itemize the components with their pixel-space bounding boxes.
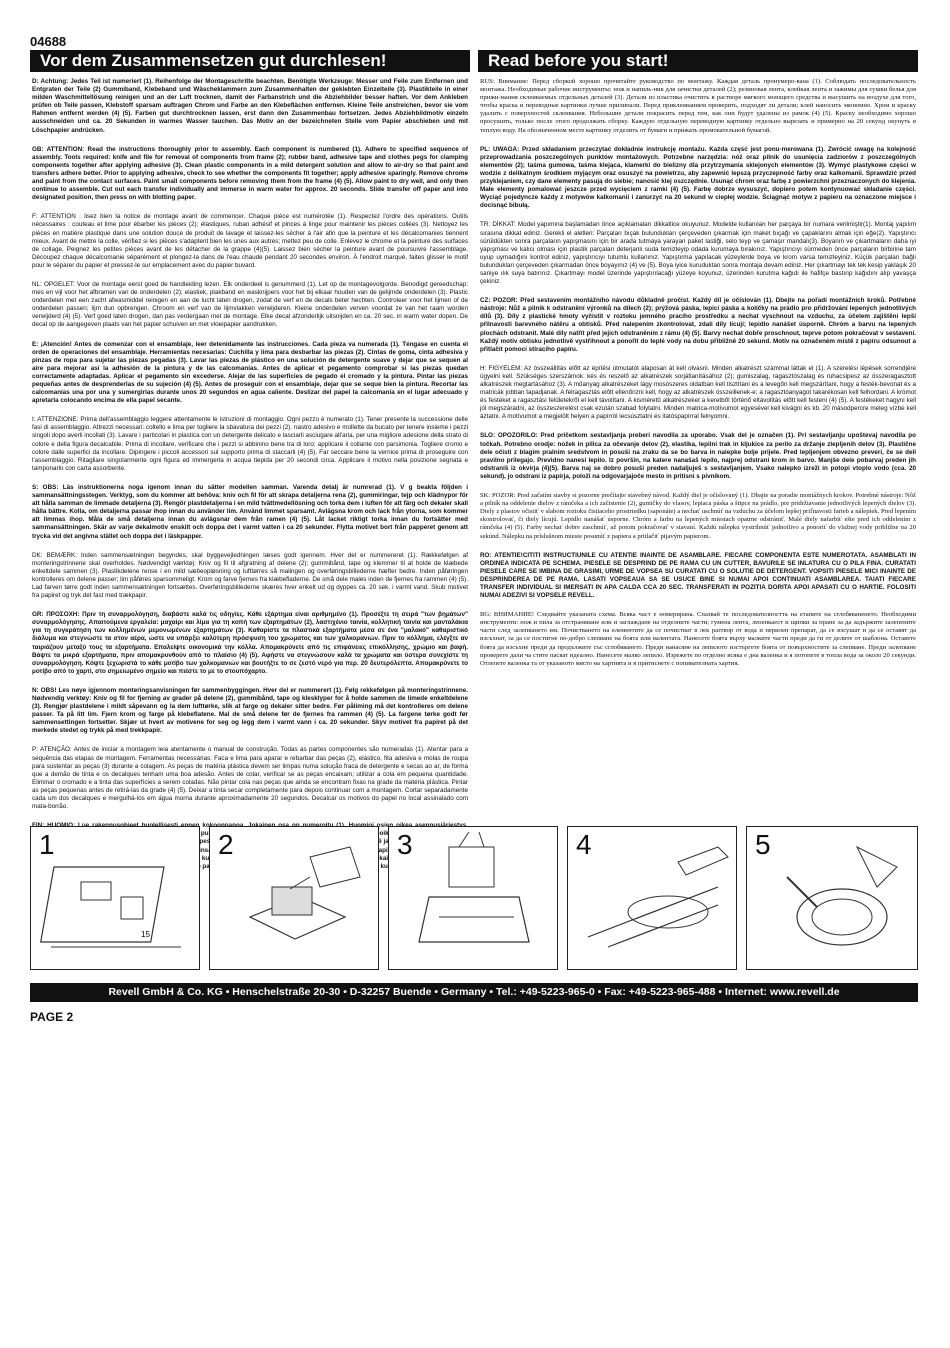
step-2-illustration bbox=[210, 827, 379, 970]
step-1-illustration bbox=[31, 827, 200, 970]
footer-bar: Revell GmbH & Co. KG • Henschelstraße 20-30 • D-32257 Buende • Germany • Tel.: +49-5223-965-0 • Fax: +49-5223-965-488 • Internet: www.revell.de bbox=[30, 983, 918, 1002]
left-column-paragraph: GR: ΠΡΟΣΟΧΗ: Πριν τη συναρμολόγηση, διαβάστε καλά τις οδηγίες. Κάθε εξάρτημα είναι αριθμημένο (1). Προσέξτε τη σειρά "των βημάτων" συναρμολόγησης. Απαιτούμενα εργαλεία: μαχαίρι και λίμα για τη κοπή των εξαρτημάτων (2), λαστιχένιο ταινία, κολλητική ταινία και μανταλάκια για τη συγκράτηση των κολλημένων μεμονωμένων εξαρτημάτων (3). Καθαρίστε τα πλαστικά εξαρτήματα μέσα σε ένα "μαλακό" καθαριστικό διάλυμα και στεγνώστε τα στον αέρα, ώστε να υπάρξει καλύτερη πρόσφυση του χρώματος και των χαλκομανιών. Πριν το κόλλημα, ελέγξτε αν ταιριάζουν μεταξύ τους τα εξαρτήματα. Επαλείψτε οικονομικά την κόλλα. Απομακρύνετε από τις επιφάνειες επικόλλησης, χρώμιο και βαφή. Βάψτε τα μικρά εξαρτήματα, πριν απομακρυνθούν από το πλαίσιο (4) (5). Αφήστε να στεγνώσουν καλά τα χρώματα και ύστερα συνεχίστε τη συναρμολόγηση. Κόψτε ξεχωριστά το κάθε μοτίβο των χαλκομανιών και βουτήξτε το σε ζεστό νερό για περ. 20 δευτερόλεπτα. Απομακρύνετε το μοτίβο από το χαρτί, στο σημειωμένο σημείο και πιέστε το με το στουπόχαρτο. bbox=[32, 611, 468, 675]
right-column-paragraph: H: FIGYELEM: Az összeállítás előtt az építési útmutatót alaposan át kell olvasni. Minden alkatrészt számmal láttak el (1). A szerelési lépések sorrendjére ügyelni kell. Szükséges szerszámok: kés és reszelő az alkatrészek sorjátlanításához (2); gumiszalag, ragasztószalag és ruhacsipesz az összeragasztott alkatrészek megtartásához (3). A műanyag alkatrészeket lágy mosószeres oldatban kell tisztítani és a levegőn kell megszárítani, hogy a festék-bevonat és a matricák jobban tapadjanak. A felragasztás előtt ellenőrizni kell, hogy az alkatrészek összeillenek-e; a ragasztóanyagot takarékosan kell felhordani. A krómot és festéket a ragasztási felületekről el kell távolítani. A kisméretű alkatrészeket a keretből történő eltávolítás előtt kell festeni (4) (5). A festékeket hagyni kell jól megszáradni, az összeszerelést csak ezután szabad folytatni. Minden matrica-motívumot egyesével kell kivágni és kb. 20 másodpercre meleg vízbe kell áztatni. A motívumot a megjelölt helyen a papírról lecsúsztatni és itatóspapírral felnyomni. bbox=[480, 364, 916, 421]
instruction-steps bbox=[30, 826, 918, 970]
left-column-paragraph: E: ¡Atención! Antes de comenzar con el ensamblaje, leer detenidamente las instrucciones. Cada pieza va numerada (1). Téngase en cuenta el orden de operaciones del ensamblaje. Herramientas necesarias: Cuchilla y lima para desbarbar las piezas (2). Cintas de goma, cinta adhesiva y pinzas de ropa para sujetar las piezas pegadas (3). Lavar las piezas de plástico en una solución de detergente suave y dejar que se sequen al aire para mejorar así la adhesión de la pintura y de las calcomanías. Antes de aplicar el pegamento comprobar si las piezas quedan correctamente adaptadas. Aplicar el pegamento sin excederse. Alejar de las superficies de pegado el cromado y la pintura. Pintar las piezas pequeñas antes de desprenderlas de su sujeción (4) (5). Antes de proseguir con el ensamblaje, dejar que se seque bien la pintura. Recortar las calcomanías una por una y sumergirlas durante unos 20 segundos en agua caliente. Deslizar del papel la calcomanía en el lugar adecuado y apretarla colocando encima de ella papel secante. bbox=[32, 340, 468, 405]
step-5-number: 5 bbox=[755, 829, 771, 860]
left-column-paragraph: S: OBS: Läs instruktionerna noga igenom innan du sätter modellen samman. Varenda detalj är numrerad (1). V g beakta följden i sammansättningsstegen. Verktyg, som du kommer att behöva: kniv och fil för att skrapa detaljerna rena (2), gummiringar, tejp och klädnypor för att hålla samman de limmade detaljerna (3). Rengör plastdetaljerna i en mild tvättmedellösning och torka dem i luften för att färg och dekaler skall hålla bättre. Kolla, om detaljerna passar ihop innan du använder lim. Använd limmet sparsamt. Avlägsna krom och lack från ytorna, som kommer att limmas ihop. Måla de små detaljerna innan du avlägsnar dem från ramen (4) (5). Låt lacket riktigt torka innan du fortsätter med sammansättningen. Skär av varje dekalmotiv enskilt och doppa det i varmt vatten i ca 20 sekunder. Flytta motivet bort från papperet genom att trycka vid det angivna stället och doppa det i läskpapper. bbox=[32, 483, 468, 540]
page-number: PAGE 2 bbox=[30, 1010, 74, 1024]
right-column-paragraph: CZ: POZOR: Před sestavením montážního návodu důkladně pročíst. Každý díl je očíslován (1). Dbejte na pořadí montážních kroků. Potřebné nástroje: Nůž a pilník k odstranění výronků na dílech (2); prýžová páska, lepicí páska a kolíčky na prádlo pro přidržování lepených jednotlivých dílů (3). Díly z plastické hmoty vyčistit v roztoku jemného pracího prostředku a nechat vyschnout na vzduchu, za účelem zajištění lepší přilnavosti barevného nátěru a obtisků. Před nalepením zkontrolovat, zdali díly lícují; lepidlo nanášet úsporně. Chróm a barvu na lepených plochách odstranit. Malé díly natřít před jejich odstraněním z rámu (4) (5). Barvy nechat dobře proschnout, teprve potom pokračovat v sestavení. Každý motiv obtisku jednotlivě vystřihnout a ponořit do teplé vody na dobu přibližně 20 sekund. Motiv na označeném místě z papíru odsunout a přitlačit pomocí stíracího papíru. bbox=[480, 297, 916, 353]
step-3-panel bbox=[388, 826, 558, 970]
step-3-number: 3 bbox=[397, 829, 413, 860]
left-column-paragraph: DK: BEMÆRK: Inden sammensætningen begyndes, skal byggevejledningen læses godt igennem. Hver del er nummereret (1). Rækkefølgen af monteringstrinnene skal overholdes. Nødvendigt værktøj: Kniv og fil til afgratning af delene (2); gummibånd, tape og klemmer til at holde de klæbede enkeltdele sammen (3). Plastikdelene rense i en mild sæbeopløsning og lufttørres så malingen og overføringsbillederne hæfter bedre. Inden påføringen kontrolleres om delene passer; lim påføres sparsommeligt. Krom og farve fjernes fra klæbefladerne. De små dele males inden de fjernes fra rammen (4) (5). Lad farven tørre godt inden sammensætningen fortsættes. Overføringsbillederne skæres hver enkelt ud og dyppes ca. 20 sek. i varmt vand. Skub motivet fra papiret og tryk det fast med trækpapir. bbox=[32, 551, 468, 600]
step-2-panel bbox=[209, 826, 379, 970]
step-4-number: 4 bbox=[576, 829, 592, 860]
right-column-paragraph: SLO: OPOZORILO: Pred pričetkom sestavljanja preberi navodila za uporabo. Vsak del je označen (1). Pri sestavljanju upoštevaj navodila po točkah. Potrebno orodje: nožek in pilica za očevanje delov (2), elastika, lepilni trak in kljukice za perilo za držanje zlepljenih delov (3). Plastične dele očisti z blagim pralnim sredstvom in posuši na zraku da se bo barva in nalepke bolje prijele. Pred lepljenjem obvezno preveri, če se deli pravilno prilegajo. Previdno nanesi lepilo. Iz površin, na katere nanašaš lepilo, najprej odstrani krom in barvo. Manjše dele pobarvaj preden jih odstraniš iz okvirja (4)(5). Barva naj se dobro posuši preden nadaljuješ s sestavljanjem. Vsako nalepko izreži in potopi vtoplo vodo (cca. 20 sekund), jo odstrani iz papirja, položi na odgovarjajoče mesto in pritisni s pivnikom. bbox=[480, 432, 916, 480]
right-column-paragraph: RO: ATENTIE!CITITI INSTRUCTIUNILE CU ATENTIE INAINTE DE ASAMBLARE. FIECARE COMPONENTA ESTE NUMEROTATA. ASAMBLATI IN ORDINEA INDICATA PE SCHEMA. PIESELE SE DESPRIND DE PE RAMA CU UN CUTTER, BAVURILE SE INLATURA CU O PILA FINA. CURATATI PIESELE CARE SE IMBINA DE GRASIMI, URME DE VOPSEA SU CURATATI CU O SOLUTIE DE DETERGENT. VOPSITI PIESELE MICI INAINTE DE DESPRINDEREA DE PE RAMA. LASATI VOPSEAUA SA SE USUCE BINE SI NUMAI APOI CONTINUATI ASAMBLAREA. TAIATI FIECARE TRANSFER INDIVIDUAL SI IMERSATI IN APA CALDA CCA 20 SEC. TRANSFERATI IN POZITIA DORITA APOI APASATI CU O HARTIE. FOLOSITI NUMAI ADEZIVI SI VOPSELE REVELL. bbox=[480, 551, 916, 600]
left-column-paragraph: N: OBS! Les nøye igjennom monteringsanvisningen før sammenbyggingen. Hver del er nummerert (1). Følg rekkefølgen på monteringstrinnene. Nødvendig verktøy: Kniv og fil for fjerning av grader på delene (2), gummibånd, tape og klesklyper for å holde sammen de limede enkeltdelene (3). Rengjør plastdelene i mildt såpevann og la dem lufttørke, slik at farge og dekaler sitter bedre. Før påliming må det kontrolleres om delene passer. Ta på litt lim. Fjern krom og farge på klebeflatene. Mal de små delene før de fjernes fra rammen (4) (5). La fargene tørke godt før sammensettingen fortsetter. Skjær ut hvert av motivene for seg og legg dem i varmt vann i ca. 20 sekunder. Skyv motivet fra papiret på det merkede stedet og trykk på med trekkpapir. bbox=[32, 686, 468, 735]
svg-text:15: 15 bbox=[141, 930, 150, 939]
left-column-paragraph: osien ja jokainen bbox=[373, 822, 400, 862]
left-column-paragraph: GB: ATTENTION: Read the instructions thoroughly prior to assembly. Each component is numbered (1). Adhere to specified sequence of assembly. Tools required: knife and file for removal of components from frame (2); rubber band, adhesive tape and clothes pegs for clamping components together after applying adhesive (3). Clean plastic components in a mild detergent solution and allow to air-dry so that paint and transfers adhere better. Prior to applying adhesive, check to see whether the components fit together; apply adhesive sparingly. Remove chrome and paint from the contact surfaces. Paint small components before removing them from the frame (4) (5). Allow paint to dry well, and only then continue to assemble. Cut out each transfer individually and immerse in warm water for approx. 20 seconds. Slide transfer off paper and into designated position, then press on with blotting paper. bbox=[32, 145, 468, 202]
step-4-panel bbox=[567, 826, 737, 970]
right-column-paragraph: RUS: Внимание: Перед сборкой хорошо прочитайте руководство по монтажу. Каждая деталь пронумеро-вана (1). Соблюдать последовательность монтажа. Необходимые рабочие инструменты: нож и напиль-ник для зачистки деталей (2); резиновая лента, клейкая лента и зажимы для сушки белья для прижи-мания склеиваемых отдельных деталей (3). Детали из пластика очистить в растворе мягкого моющего средства и высушить на воздухе для того, чтобы краска и переводные картинки лучше прилипали. Перед приклеиванием проверить, подходят ли детали; клей наносить экономно. Хром и краску удалить с поверхностей склеивания. Небольшие детали покрасить перед тем, как они будут удалены из рамок (4) (5). Краску необходимо хорошо просушить, только после этого продолжать сборку. Каждую отдельную переводную картинку отдельно вырезать и примерно на 20 секунд окунуть в теплую воду. На обозначенном месте картинку отделить от бумаги и прижать промокательной бумагой. bbox=[480, 78, 916, 134]
right-column-paragraph: SK: POZOR: Pred začatím stavby si pozorne prečítajte stavebný návod. Každý diel je očíslovaný (1). Dbajte na poradie montážnych krokov. Potrebné nástroje: Nôž a pilník na oddelenie dielov z rámčeka a ich začistenie (2), gumičky do vlasov, lepiaca páska a štipce na prádlo, pre pridržiavanie jednotlivých lepených dielov (3). Diely z plastov očistiť v slabom roztoku čistiaceho prostriedku (saponáte) a nechať uschnúť na vzduchu za účelom lepšej priľnavosti farieb a nálepiek. Pred lepením skontrolovať, či diely lícujú. Lepidlo nanášať úsporne. Chróm a farbu na lepených miestach opatrne odstrániť. Malé diely nafarbiť ešte pred ich oddelením z rámčeka (4) (5). Farby nechať dobre zaschnúť, až potom pokračovať v stavaní. Každú nálepku vystrihnúť jednotlivo a ponoriť do vlažnej vody približne na 20 sekúnd. Nálepku na príslušnom mieste posunúť z papiera a pritlačiť pijavým papierom. bbox=[480, 492, 916, 540]
right-column bbox=[480, 78, 916, 679]
left-column-paragraph: NL: OPGELET: Voor de montage eerst goed de handleiding lezen. Elk onderdeel is genummerd (1). Let op de montagevolgorde. Benodigd gereedschap: mes en vijl voor het afbramen van de onderdelen (2); elastiek, plakband en wasknijpers voor het bij elkaar houden van de gelijmde onderdelen (3). Plastic onderdelen met een zacht afwasmiddel reinigen en aan de lucht laten drogen, zodat de verf en de decals beter hechten. Controleer voor het lijmen of de onderdelen passen; lijm dun opbrengen. Chroom en verf van de lijmvlakken verwijderen. Kleine onderdelen verven voordat ze van het raam worden verwijderd (4) (5). Verf goed laten drogen, dan pas verdergaan met de montage. Elke decal afzonderlijk uitsnijden en ca. 20 sec. in warm water dopen. De decal op de aangegeven plaats van het papier schuiven en met vloeipapier aandrukken. bbox=[32, 280, 468, 329]
step-1-number: 1 bbox=[39, 829, 55, 860]
header-right-banner: Read before you start! bbox=[478, 50, 918, 72]
left-column-paragraph: I: ATTENZIONE: Prima dell'assemblaggio leggere attentamente le istruzioni di montaggio. Ogni pezzo è numerato (1). Tener presente la successione delle fasi di assemblaggio. Attrezzi necessari: coltello e lima per togliere la sbavatura dei pezzi (2). nastro adesivo e mollette da bucato per tenere insieme i pezzi singoli dopo averli incollati (3). Lavare i particolari in plastica con un detergente delicato e lasciarli asciugare all'aria, per una migliore adesione della strato di colore e della figura decalcabile. Prima di incollare, verificare che i pezzi si abbinino bene tra di loro; applicare il collante con parsimonia. Togliere cromo e colore dalle superfici da incollare. Dipingere i piccoli accessori sul supporto prima di staccarli (4) (5). Far seccare bene la vernice prima di proseguire con l'assemblaggio. Ritagliare singolarmente ogni figura ed immergerla in acqua tiepida per 20 secondi circa. Applicare il motivo nella posizione segnata e tamponarlo con carta assorbente. bbox=[32, 416, 468, 472]
header-left-banner: Vor dem Zusammensetzen gut durchlesen! bbox=[30, 50, 470, 72]
left-column-paragraph: D: Achtung: Jedes Teil ist numeriert (1). Reihenfolge der Montageschritte beachten. Benötigte Werkzeuge: Messer und Feile zum Entfernen und Entgraten der Teile (2) Gummiband, Klebeband und Wäscheklammern zum Zusammenhalten der geklebten Einzelteile (3). Plastikteile in einer milden Waschmittellösung reinigen und an der Luft trocknen, damit der Farbanstrich und die Abziehbilder besser haften. Vor dem Ankleben prüfen ob Teile passen, Klebstoff sparsam auftragen Chrom und Farbe an den Klebeflächen entfernen. Kleine Teile anstreichen, bevor sie vom Rahmen entfernt werden (4) (5). Farben gut durchtrocknen lassen, erst dann den Zusammenbau fortsetzen. Jedes Abziehbildmotiv einzeln ausschneiden und ca. 20 Sekunden in warmes Wasser tauchen. Das Motiv an der bezeichneten Stelle vom Papier abschieben und mit Löschpapier andrücken. bbox=[32, 78, 468, 134]
right-column-paragraph: BG: ВНИМАНИЕ! Следвайте указаната схема. Всяка част е номерирана. Спазвай те последователността на етапите на сглобяваненето. Необходими инструменти: нож и пила за отстраняване или и заглаждане на отделните части; гумена лента, лепенкаест и щипки за пране за да задържите залепените части след залепването им. Почистването на елементите да се почистват в лек разтвор от вода и перилен препарат, да се изсушат и да се оставят да изсъхнат, за да се постигне по-добро слепване на боята или валентата. Нанесете боята върху малките части преди да ги от делите от шаблона. Оставете боята да изсъхне преди да продължите със сглобяването. Преди нанасяне на лепилото изстъргете боята от повърхностите за слепване. Преди залепване проверете дали ча стите пасват идеално. Нанесете малко лепило. Изрежете по отделно всяка е дна валенка и я потопете в топла вода за около 20 секунди. Отлепете валенка та от указаното място на хартията и я притиснете с попивателната хартия. bbox=[480, 611, 916, 667]
step-1-panel bbox=[30, 826, 200, 970]
document-code: 04688 bbox=[30, 34, 67, 49]
left-column-paragraph: F: ATTENTION : lisez bien la notice de montage avant de commencer. Chaque pièce est numérotée (1). Respectez l'ordre des opérations. Outils nécessaires : couteau et lime pour ébarber les pièces (2); élastiques, ruban adhésif et pinces à linge pour maintenir les pièces collées (3). Nettoyez les pièces en matière plastique dans une solution douce de produit de lavage et laissez-les sécher à l'air afin que la peinture et les décalcomanies tiennent mieux. Avant de mettre la colle, vérifiez si les pièces s'adaptent bien les unes aux autres; mettez peu de colle. Enlevez le chrome et la peinture des surfaces de collage. Peignez les petites pièces avant de les détacher de la grappe (4)(5). Laissez bien sécher la peinture avant de poursuivre l'assemblage. Découpez chaque décalcomanie séparément et plongez-la dans de l'eau chaude pendant 20 secondes environ. À l'endroit marqué, faites glisser le motif pour le séparer du papier et pressez-le sur emplacement avec du papier buvard. bbox=[32, 213, 468, 269]
right-column-paragraph: TR: DİKKAT: Model yapımına başlamadan önce açıklamaları dikkatlice okuyunuz. Modelde kullanılan her parçaya bir numara verilmiştir(1). Montaj yapılım sırasına dikkat ediniz. Gerekli el aletleri: Parçaları bıçak bulundukları çerçeveden çıkarmak için maket bıçağı ve çapaklarını almak için eğe(2). Yapıştırıcı sürüldükten sonra parçaların yapışmasını için bir arada tutmaya yarayan paket lastiği, selo teyp ve çamaşır mandalı(3). Boyanın ve çıkartmaların daha iyi yapışması ve kalıcı olması için plastik parçaları deterjanlı suda temizleyip odada kurumaya bırakınız. Yapıştırıcıyı sürmeden önce parçaların birbirine tam uyup uymadığını kontrol ediniz, yapıştırıcıyı tutumlu kullanınız. Yapıştırma yapılacak yüzeylerde boya ve krom varsa temizleyiniz. Küçük parçaları bağlı bulundukları çerçeveden çıkarmadan önce boyayınız (4) ve (5). Boya iyice kuruduktan sonra montaja devam ediniz. Her çıkartmayı tek tek kesip yaklaşık 20 saniye ılık suya batırınız. Çıkartmayı model üzerinde yapıştırılacağı yüzeye koyunuz, üzerinden kurutma kağıdı ile hafifçe bastırıp kağıdını alıp yavaşça çekiniz. bbox=[480, 221, 916, 286]
step-5-illustration bbox=[747, 827, 918, 970]
step-5-panel bbox=[746, 826, 918, 970]
step-2-number: 2 bbox=[218, 829, 234, 860]
right-column-paragraph: PL: UWAGA: Przed składaniem przeczytać dokładnie instrukcję montażu. Każda część jest ponu-merowana (1). Zwrócić uwagę na kolejność przeprowadzania poszczególnych punktów montażowych. Potrzebne narzędzia: nóż oraz pilnik do usunięcia zadziorów z poszczególnych elementów (2); taśma gumowa, taśma klejąca, klamerki do bielizny dla przytrzymania sklejonych elementów (3). Wymyć plastykowe części w wodzie z delikatnym środkiem myjącym oraz osuszyć na powietrzu, aby zapewnić lepszą przyczepność farby oraz kalkomanii. Sprawdzić przed przyklejaniem, czy dane elementy pasują do siebie; nanosić klej oszczędnie. Usunąć chrom oraz farbę z powierzchni przeznaczonych do klejenia. Małe elementy pomalować jeszcze przed wycięciem z ramki (4) (5). Farbę dobrze wysuszyć, dopiero potem kontynuować składanie części. Wyciąć pojedyncze każdy z motywów kalkomanii i zanurzyć na 20 sekund w ciepłej wodzie. Ściągnąć motyw z papieru na oznaczone miejsce i docisnąć bibułą. bbox=[480, 145, 916, 210]
left-column bbox=[32, 78, 468, 882]
left-column-paragraph: P: ATENÇÃO: Antes de iniciar a montagem leia atentamente o manual de construção. Todas as partes componentes são numeradas (1). Atentar para a sequência das etapas de montagem. Ferramentas necessárias: Faca e lima para aparar e rebarbar das peças (2), elástico, fita adesiva e molas de roupa para sustentar as peças (3) durante a colagem. As peças de matéria plástica devem ser limpas numa solução fraca de detergente e secas ao ar, de forma que a demão de tinta e os decalques tenham uma boa adesão. Antes de colar, verificar se as peças encaixam; utilizar a cola em pequena quantidade. Eliminar o cromado e a tinta das superfícies a serem coladas. Não pintar cola nas peças que ainda se encontram fixas na grade da matéria plástica. Pintar as peças pequenas antes de retirá-las da grade (4) (5). Deixar a tinta secar completamente para depois continuar com a montagem. Cortar separadamente cada um dos decalques e mergulhá-los em água morna durante aproximadamente 20 segundos. Decalcar os motivos do papel no local assinalado com mata-borrão. bbox=[32, 746, 468, 811]
step-3-illustration bbox=[389, 827, 558, 970]
step-4-illustration bbox=[568, 827, 737, 970]
